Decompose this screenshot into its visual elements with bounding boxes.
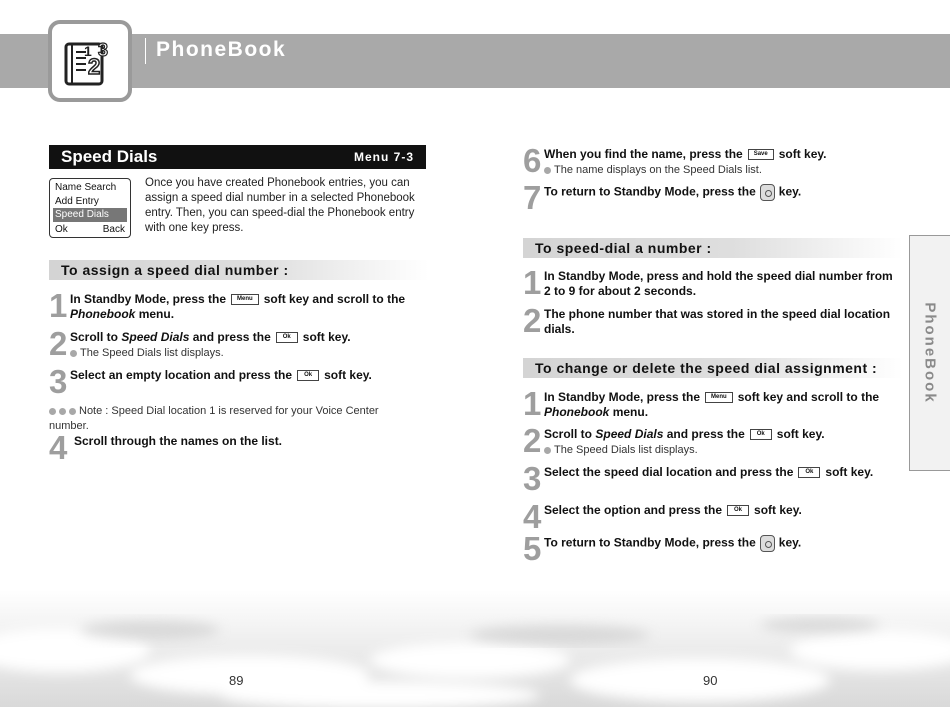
step-number: 3: [49, 363, 68, 400]
svg-text:2: 2: [88, 54, 101, 79]
page-title: PhoneBook: [156, 38, 287, 61]
page-number-right: 90: [703, 673, 718, 688]
bullet-icon: [544, 167, 551, 174]
soft-key-back: Back: [102, 223, 125, 235]
step-assign-3: 3 Select an empty location and press the Ok soft key.: [49, 363, 372, 400]
ok-key-icon: Ok: [798, 467, 820, 478]
step-number: 5: [523, 530, 542, 567]
ok-key-icon: Ok: [750, 429, 772, 440]
step-number: 2: [523, 422, 542, 459]
section-title: Speed Dials: [61, 147, 158, 166]
header-band: [0, 34, 950, 88]
menu-reference: Menu 7-3: [353, 150, 414, 164]
menu-key-icon: Menu: [231, 294, 259, 305]
step-change-2: 2 Scroll to Speed Dials and press the Ok soft key. The Speed Dials list displays.: [523, 422, 825, 459]
step-top-7: 7 To return to Standby Mode, press the key.: [523, 179, 802, 216]
section-heading-speed-dial: To speed-dial a number :: [523, 238, 903, 258]
step-assign-2: 2 Scroll to Speed Dials and press the Ok soft key. The Speed Dials list displays.: [49, 325, 351, 362]
ok-key-icon: Ok: [276, 332, 298, 343]
menu-key-icon: Menu: [705, 392, 733, 403]
soft-key-ok: Ok: [55, 223, 68, 235]
note-dot-icon: [49, 408, 56, 415]
note-dot-icon: [59, 408, 66, 415]
step-change-1: 1 In Standby Mode, press the Menu soft key and scroll to the Phonebook menu.: [523, 385, 880, 422]
step-change-5: 5 To return to Standby Mode, press the key.: [523, 530, 802, 567]
header-separator: [145, 38, 146, 64]
menu-item-name-search: Name Search: [55, 182, 117, 193]
step-assign-4: 4 Scroll through the names on the list.: [49, 429, 283, 466]
phonebook-icon: [48, 20, 132, 102]
end-key-icon: [760, 184, 775, 201]
step-change-4: 4 Select the option and press the Ok soft key.: [523, 498, 802, 535]
step-speed-1: 1 In Standby Mode, press and hold the speed dial number from 2 to 9 for about 2 seconds.: [523, 264, 893, 301]
step-number: 1: [523, 385, 542, 422]
bullet-icon: [544, 447, 551, 454]
end-key-icon: [760, 535, 775, 552]
side-tab-label: PhoneBook: [921, 302, 939, 404]
step-number: 1: [49, 287, 68, 324]
ok-key-icon: Ok: [297, 370, 319, 381]
step-number: 4: [523, 498, 542, 535]
intro-text: Once you have created Phonebook entries, you can assign a speed dial number in a selected Phonebook entry. Then, you can speed-dial the Phonebook entry with one key press.: [145, 177, 415, 234]
cloud-background: [0, 590, 950, 707]
step-number: 7: [523, 179, 542, 216]
step-speed-2: 2 The phone number that was stored in the speed dial location dials.: [523, 302, 891, 339]
note-text: Note : Speed Dial location 1 is reserved for your Voice Center number.: [49, 405, 379, 432]
svg-text:3: 3: [98, 40, 109, 60]
step-number: 4: [49, 429, 68, 466]
step-top-6: 6 When you find the name, press the Save soft key. The name displays on the Speed Dials list.: [523, 142, 827, 179]
step-number: 6: [523, 142, 542, 179]
section-heading-change: To change or delete the speed dial assignment :: [523, 358, 903, 378]
menu-item-add-entry: Add Entry: [55, 195, 99, 207]
step-number: 3: [523, 460, 542, 497]
side-tab: [909, 235, 950, 471]
save-key-icon: Save: [748, 149, 774, 160]
bullet-icon: [70, 350, 77, 357]
svg-text:1: 1: [84, 43, 92, 59]
step-number: 2: [523, 302, 542, 339]
menu-item-speed-dials: Speed Dials: [53, 208, 127, 222]
step-number: 2: [49, 325, 68, 362]
page-number-left: 89: [229, 673, 244, 688]
step-change-3: 3 Select the speed dial location and press the Ok soft key.: [523, 460, 874, 497]
step-number: 1: [523, 264, 542, 301]
step-assign-1: 1 In Standby Mode, press the Menu soft key and scroll to the Phonebook menu.: [49, 287, 406, 324]
phone-menu-screen: [49, 178, 131, 238]
section-title-bar: [49, 145, 426, 169]
section-heading-assign: To assign a speed dial number :: [49, 260, 429, 280]
note-dot-icon: [69, 408, 76, 415]
ok-key-icon: Ok: [727, 505, 749, 516]
